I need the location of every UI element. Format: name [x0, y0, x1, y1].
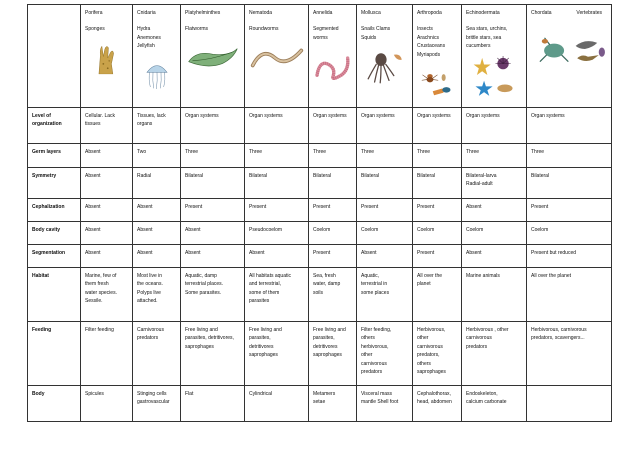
- cell-mollusca: [357, 199, 413, 222]
- row-label-text: Feeding: [32, 327, 52, 334]
- cell-text: and terrestrial,: [249, 281, 281, 288]
- cell-annelida: [309, 322, 357, 386]
- cell-arthropoda: [413, 245, 462, 268]
- phylum-common-name: Myriapods: [417, 51, 441, 58]
- header-row: [28, 5, 612, 108]
- cell-text: saprophages: [417, 369, 446, 376]
- cell-text: predators: [137, 335, 159, 342]
- cell-platyhelminthes: [181, 168, 245, 199]
- phylum-common-name: Crustaceans: [417, 43, 446, 50]
- cell-text: others: [417, 360, 431, 367]
- cell-text: other: [417, 335, 429, 342]
- cell-text: Radial: [137, 173, 152, 180]
- cell-platyhelminthes: [181, 322, 245, 386]
- cell-text: parasites: [249, 298, 270, 305]
- cell-text: setae: [313, 399, 326, 406]
- cell-text: tissues: [85, 121, 101, 128]
- cell-mollusca: [357, 168, 413, 199]
- cell-text: Aquatic,: [361, 273, 380, 280]
- row-germ-layers: [28, 144, 612, 168]
- cell-text: Tissues, lack: [137, 113, 166, 120]
- cell-porifera: [81, 222, 133, 245]
- phylum-name: Mollusca: [361, 10, 381, 16]
- cell-chordata: [527, 144, 612, 168]
- cell-cnidaria: [133, 386, 181, 422]
- cell-mollusca: [357, 322, 413, 386]
- cell-text: carnivorous: [361, 360, 387, 367]
- cell-arthropoda: [413, 322, 462, 386]
- cell-platyhelminthes: [181, 245, 245, 268]
- cell-platyhelminthes: [181, 268, 245, 322]
- cell-porifera: [81, 144, 133, 168]
- cell-text: Sessile.: [85, 298, 103, 305]
- cell-text: predators: [466, 343, 488, 350]
- phylum-common-name: Flatworms: [185, 26, 209, 33]
- cell-arthropoda: [413, 268, 462, 322]
- cell-nematoda: [245, 245, 309, 268]
- cell-text: Bilateral: [361, 173, 380, 180]
- phylum-header-cnidaria: [133, 5, 181, 108]
- row-cephalization: [28, 199, 612, 222]
- phylum-header-arthropoda: [413, 5, 462, 108]
- phylum-header-porifera: [81, 5, 133, 108]
- cell-text: Organ systems: [417, 113, 451, 120]
- row-label-text: Cephalization: [32, 204, 65, 211]
- row-label: [28, 144, 81, 168]
- cell-text: mantle Shell foot: [361, 399, 399, 406]
- cell-mollusca: [357, 144, 413, 168]
- cell-porifera: [81, 386, 133, 422]
- cell-text: them fresh: [85, 281, 109, 288]
- cell-text: Polyps live: [137, 289, 161, 296]
- cell-text: Organ systems: [185, 113, 219, 120]
- cell-text: predators, scavengers...: [531, 335, 585, 342]
- phylum-header-echinodermata: [462, 5, 527, 108]
- cell-text: other: [361, 352, 373, 359]
- cell-text: saprophages: [249, 352, 278, 359]
- cell-porifera: [81, 168, 133, 199]
- phylum-common-name: Squids: [361, 34, 377, 41]
- cell-nematoda: [245, 322, 309, 386]
- cell-nematoda: [245, 268, 309, 322]
- row-label: [28, 222, 81, 245]
- cell-nematoda: [245, 108, 309, 144]
- row-segmentation: [28, 245, 612, 268]
- cell-text: All habitats aquatic: [249, 273, 291, 280]
- cell-text: Absent: [85, 204, 101, 211]
- phylum-common-name: Sponges: [85, 26, 105, 33]
- phylum-common-name: Arachnics: [417, 34, 439, 41]
- phylum-name: Echinodermata: [466, 10, 500, 16]
- phylum-name: Nematoda: [249, 10, 273, 16]
- row-label: [28, 168, 81, 199]
- cell-text: parasites,: [313, 335, 335, 342]
- phylum-name: Porifera: [85, 10, 103, 16]
- cell-text: Marine animals: [466, 273, 500, 280]
- cell-text: detritivores: [313, 343, 338, 350]
- phylum-common-name: Snails Clams: [361, 26, 391, 33]
- cell-text: Absent: [137, 227, 153, 234]
- cell-text: saprophages: [313, 352, 342, 359]
- cell-text: Visceral mass: [361, 391, 393, 398]
- cell-annelida: [309, 144, 357, 168]
- cell-text: Three: [531, 149, 545, 156]
- row-label: [28, 199, 81, 222]
- phylum-header-chordata: [527, 5, 612, 108]
- cell-text: Absent: [466, 204, 482, 211]
- cell-cnidaria: [133, 322, 181, 386]
- cell-text: Endoskeleton,: [466, 391, 498, 398]
- cell-text: Radial-adult: [466, 181, 493, 188]
- cell-platyhelminthes: [181, 108, 245, 144]
- cell-platyhelminthes: [181, 386, 245, 422]
- cell-text: Absent: [85, 149, 101, 156]
- cell-text: calcium carbonate: [466, 399, 507, 406]
- cell-text: attached.: [137, 298, 158, 305]
- cell-text: Coelom: [313, 227, 331, 234]
- corner-cell: [28, 5, 81, 108]
- spider-icon: [417, 61, 458, 105]
- row-level-of-organization: [28, 108, 612, 144]
- phylum-header-annelida: [309, 5, 357, 108]
- cell-text: Absent: [85, 250, 101, 257]
- row-label: [28, 268, 81, 322]
- row-label-text: Segmentation: [32, 250, 66, 257]
- cell-text: Organ systems: [531, 113, 565, 120]
- cell-text: Present: [361, 204, 379, 211]
- row-body-cavity: [28, 222, 612, 245]
- cell-text: carnivorous: [417, 343, 443, 350]
- cell-text: Bilateral: [185, 173, 204, 180]
- cell-porifera: [81, 108, 133, 144]
- cell-cnidaria: [133, 108, 181, 144]
- cell-annelida: [309, 268, 357, 322]
- cell-text: Coelom: [361, 227, 379, 234]
- cell-echinodermata: [462, 199, 527, 222]
- cell-text: Absent: [361, 250, 377, 257]
- cell-text: Bilateral-larva: [466, 173, 497, 180]
- cell-text: Three: [466, 149, 480, 156]
- cell-chordata: [527, 322, 612, 386]
- phylum-name: Arthropoda: [417, 10, 442, 16]
- cell-chordata: [527, 199, 612, 222]
- cell-echinodermata: [462, 144, 527, 168]
- cell-text: Bilateral: [249, 173, 268, 180]
- cell-text: Absent: [249, 250, 265, 257]
- cell-nematoda: [245, 168, 309, 199]
- cell-text: Free living and: [313, 327, 346, 334]
- cell-text: Three: [313, 149, 327, 156]
- row-label: [28, 386, 81, 422]
- cell-mollusca: [357, 222, 413, 245]
- cell-porifera: [81, 199, 133, 222]
- phylum-name: Chordata: [531, 10, 552, 16]
- cell-echinodermata: [462, 108, 527, 144]
- cell-text: herbivorous,: [361, 343, 389, 350]
- earthworm-icon: [313, 44, 353, 88]
- cell-text: parasites,: [249, 335, 271, 342]
- cell-text: gastrovascular: [137, 399, 170, 406]
- cell-text: Free living and: [249, 327, 282, 334]
- cell-cnidaria: [133, 168, 181, 199]
- cell-text: some of them: [249, 289, 280, 296]
- cell-echinodermata: [462, 268, 527, 322]
- cell-text: Three: [185, 149, 199, 156]
- cell-text: Filter feeding: [85, 327, 114, 334]
- cell-text: Cellular. Lack: [85, 113, 116, 120]
- cell-text: Present: [313, 204, 331, 211]
- cell-platyhelminthes: [181, 144, 245, 168]
- cell-porifera: [81, 268, 133, 322]
- cell-text: Organ systems: [361, 113, 395, 120]
- cell-arthropoda: [413, 222, 462, 245]
- cell-text: Absent: [185, 227, 201, 234]
- phylum-common-name: worms: [313, 34, 328, 41]
- vertebrates-icon: [531, 27, 608, 71]
- cell-text: Coelom: [466, 227, 484, 234]
- phylum-common-name: cucumbers: [466, 43, 491, 50]
- phylum-common-name: Sea stars, urchins,: [466, 26, 508, 33]
- phylum-common-name: Roundworms: [249, 26, 279, 33]
- phylum-common-name: Jellyfish: [137, 43, 155, 50]
- cell-text: Three: [249, 149, 263, 156]
- cell-text: Bilateral: [313, 173, 332, 180]
- cell-mollusca: [357, 386, 413, 422]
- cell-text: Aquatic, damp: [185, 273, 217, 280]
- cell-text: Present but reduced: [531, 250, 577, 257]
- cell-text: Filter feeding,: [361, 327, 392, 334]
- cell-arthropoda: [413, 168, 462, 199]
- cell-text: water, damp: [313, 281, 341, 288]
- cell-text: Organ systems: [249, 113, 283, 120]
- cell-text: head, abdomen: [417, 399, 452, 406]
- cell-text: Organ systems: [466, 113, 500, 120]
- row-feeding: [28, 322, 612, 386]
- cell-text: Organ systems: [313, 113, 347, 120]
- cell-platyhelminthes: [181, 222, 245, 245]
- phylum-name: Annelida: [313, 10, 333, 16]
- cell-cnidaria: [133, 144, 181, 168]
- cell-text: some places: [361, 289, 390, 296]
- row-label-text: Habitat: [32, 273, 49, 280]
- cell-nematoda: [245, 144, 309, 168]
- cell-text: Bilateral: [417, 173, 436, 180]
- cell-text: Spicules: [85, 391, 104, 398]
- cell-text: terrestrial places.: [185, 281, 224, 288]
- row-habitat: [28, 268, 612, 322]
- roundworm-icon: [249, 36, 305, 80]
- cell-annelida: [309, 199, 357, 222]
- phylum-common-name: Segmented: [313, 26, 339, 33]
- cell-text: planet: [417, 281, 431, 288]
- cell-chordata: [527, 222, 612, 245]
- cell-porifera: [81, 322, 133, 386]
- cell-text: Coelom: [417, 227, 435, 234]
- cell-annelida: [309, 108, 357, 144]
- cell-text: detritivores: [249, 343, 274, 350]
- cell-annelida: [309, 168, 357, 199]
- cell-text: Absent: [185, 250, 201, 257]
- cell-annelida: [309, 386, 357, 422]
- cell-cnidaria: [133, 199, 181, 222]
- cell-chordata: [527, 386, 612, 422]
- cell-nematoda: [245, 222, 309, 245]
- cell-text: Absent: [85, 173, 101, 180]
- cell-text: Present: [313, 250, 331, 257]
- flatworm-icon: [185, 36, 241, 80]
- phylum-header-mollusca: [357, 5, 413, 108]
- cell-chordata: [527, 245, 612, 268]
- cell-nematoda: [245, 386, 309, 422]
- cell-echinodermata: [462, 245, 527, 268]
- cell-chordata: [527, 108, 612, 144]
- row-label-text: Body cavity: [32, 227, 61, 234]
- jellyfish-icon: [137, 53, 177, 97]
- cell-text: Most live in: [137, 273, 163, 280]
- cell-echinodermata: [462, 386, 527, 422]
- cell-text: Coelom: [531, 227, 549, 234]
- cell-text: Absent: [466, 250, 482, 257]
- phylum-common-name: Anemones: [137, 34, 161, 41]
- cell-text: Carnivorous: [137, 327, 164, 334]
- phylum-name: Platyhelminthes: [185, 10, 221, 16]
- cell-text: All over the planet: [531, 273, 572, 280]
- cell-text: Cylindrical: [249, 391, 273, 398]
- row-symmetry: [28, 168, 612, 199]
- cell-text: predators,: [417, 352, 440, 359]
- phylum-common-name: Hydra: [137, 26, 151, 33]
- cell-text: Present: [185, 204, 203, 211]
- cell-text: Cephalothorax,: [417, 391, 451, 398]
- cell-mollusca: [357, 108, 413, 144]
- cell-arthropoda: [413, 199, 462, 222]
- cell-text: Present: [417, 250, 435, 257]
- cell-porifera: [81, 245, 133, 268]
- cell-nematoda: [245, 199, 309, 222]
- cell-cnidaria: [133, 245, 181, 268]
- cell-text: Two: [137, 149, 147, 156]
- row-label: [28, 245, 81, 268]
- cell-text: Bilateral: [531, 173, 550, 180]
- cell-text: Herbivorous, carnivorous: [531, 327, 587, 334]
- row-label: [28, 322, 81, 386]
- cell-text: Sea, fresh: [313, 273, 336, 280]
- phylum-common-name: Insects: [417, 26, 433, 33]
- cell-mollusca: [357, 268, 413, 322]
- cell-cnidaria: [133, 222, 181, 245]
- cell-text: Flat: [185, 391, 194, 398]
- cell-text: others: [361, 335, 375, 342]
- cell-arthropoda: [413, 386, 462, 422]
- cell-text: Three: [417, 149, 431, 156]
- cell-text: Absent: [137, 250, 153, 257]
- cell-text: Metamers: [313, 391, 336, 398]
- cell-text: terrestrial in: [361, 281, 388, 288]
- cell-text: Herbivorous,: [417, 327, 446, 334]
- phylum-name: Cnidaria: [137, 10, 156, 16]
- sponge-icon: [85, 36, 129, 80]
- row-label-text: Symmetry: [32, 173, 57, 180]
- row-label-text: organization: [32, 121, 62, 128]
- cell-text: Herbivorous , other: [466, 327, 509, 334]
- cell-text: carnivorous: [466, 335, 492, 342]
- row-label-text: Germ layers: [32, 149, 61, 156]
- cell-platyhelminthes: [181, 199, 245, 222]
- phylum-common-name: brittle stars, sea: [466, 34, 502, 41]
- cell-text: Pseudocoelom: [249, 227, 283, 234]
- row-label-text: Level of: [32, 113, 51, 120]
- cell-text: Stinging cells: [137, 391, 167, 398]
- cell-text: saprophages: [185, 343, 214, 350]
- cell-text: Some parasites.: [185, 289, 222, 296]
- cell-text: the oceans.: [137, 281, 163, 288]
- cell-arthropoda: [413, 144, 462, 168]
- cell-text: Present: [417, 204, 435, 211]
- cell-text: Absent: [85, 227, 101, 234]
- cell-text: predators: [361, 369, 383, 376]
- cell-text: Marine, few of: [85, 273, 117, 280]
- cell-mollusca: [357, 245, 413, 268]
- phylum-header-nematoda: [245, 5, 309, 108]
- cell-text: Present: [531, 204, 549, 211]
- cell-text: Absent: [137, 204, 153, 211]
- row-label-text: Body: [32, 391, 45, 398]
- cell-text: soils: [313, 289, 324, 296]
- phylum-header-platyhelminthes: [181, 5, 245, 108]
- phylum-subgroup: Vertebrates: [576, 10, 602, 16]
- cell-text: Present: [249, 204, 267, 211]
- cell-text: organs: [137, 121, 153, 128]
- cell-annelida: [309, 245, 357, 268]
- cell-text: Free living and: [185, 327, 218, 334]
- octopus-icon: [361, 44, 409, 88]
- cell-text: parasites, detritivores,: [185, 335, 234, 342]
- cell-text: All over the: [417, 273, 443, 280]
- cell-text: Three: [361, 149, 375, 156]
- cell-text: water species.: [85, 289, 117, 296]
- phyla-comparison-table: [27, 4, 612, 422]
- cell-chordata: [527, 268, 612, 322]
- starfish-icon: [466, 53, 523, 97]
- row-body: [28, 386, 612, 422]
- cell-cnidaria: [133, 268, 181, 322]
- cell-echinodermata: [462, 322, 527, 386]
- cell-echinodermata: [462, 168, 527, 199]
- cell-arthropoda: [413, 108, 462, 144]
- row-label: [28, 108, 81, 144]
- cell-chordata: [527, 168, 612, 199]
- cell-echinodermata: [462, 222, 527, 245]
- cell-annelida: [309, 222, 357, 245]
